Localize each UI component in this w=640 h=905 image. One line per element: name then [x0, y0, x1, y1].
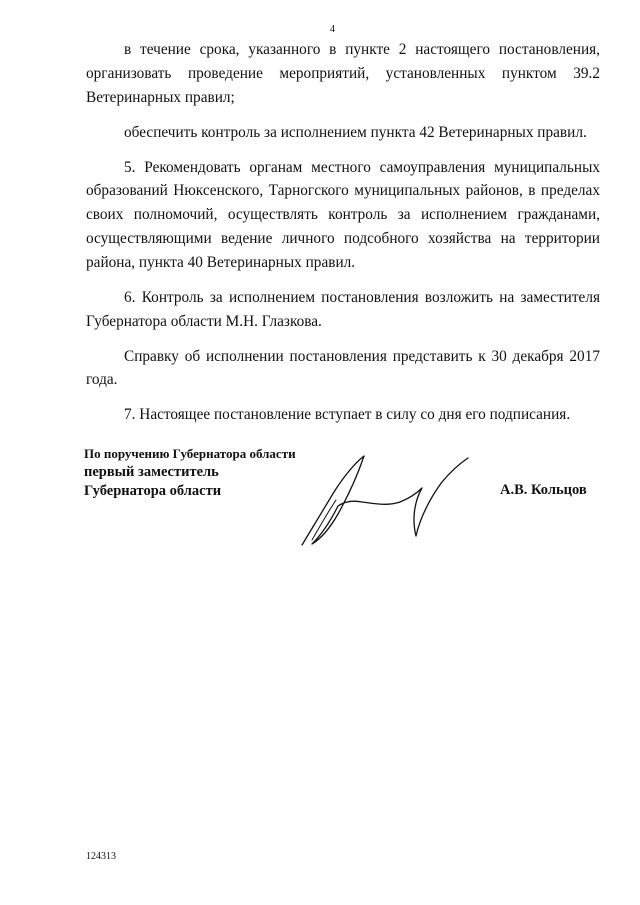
page-number: 4 — [330, 24, 335, 35]
document-code: 124313 — [86, 851, 116, 862]
paragraph-control-point-42: обеспечить контроль за исполнением пункта 42 Ветеринарных правил. — [124, 123, 587, 141]
paragraph-item-5: 5. Рекомендовать органам местного самоуправления муниципальных образований Нюксенского, Тарногского муниципальных районов, в пределах своих полномочий, осуществлять контроль за исполнением гражданами, осуществляющими ведение личного подсобного хозяйства на территории района, пункта 40 Ветеринарных правил. — [86, 158, 600, 271]
signatory-name: А.В. Кольцов — [500, 482, 587, 498]
paragraph-item-7: 7. Настоящее постановление вступает в силу со дня его подписания. — [124, 406, 571, 424]
paragraph-report-deadline: Справку об исполнении постановления представить к 30 декабря 2017 года. — [86, 347, 600, 389]
handwritten-signature — [292, 440, 472, 560]
signatory-position-line: первый заместитель — [84, 464, 219, 480]
signatory-authority-line: По поручению Губернатора области — [84, 446, 296, 461]
signatory-title-block — [84, 444, 296, 501]
document-body — [86, 38, 600, 427]
paragraph-item-6: 6. Контроль за исполнением постановления возложить на заместителя Губернатора области М.Н. Глазкова. — [86, 288, 600, 330]
signatory-organization-line: Губернатора области — [84, 483, 222, 499]
paragraph-deadline-measures: в течение срока, указанного в пункте 2 настоящего постановления, организовать проведение мероприятий, установленных пунктом 39.2 Ветеринарных правил; — [86, 41, 600, 106]
